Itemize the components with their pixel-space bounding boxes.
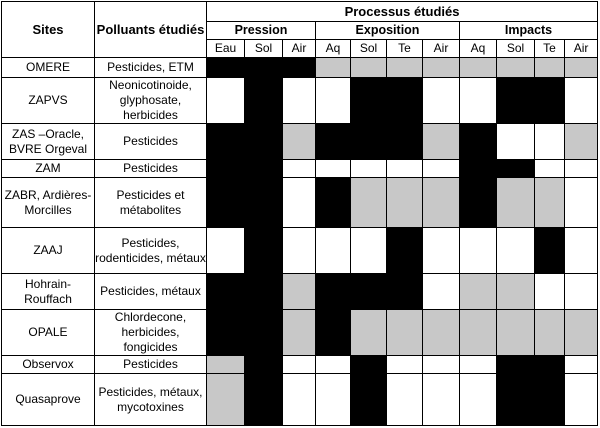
status-cell xyxy=(283,356,316,374)
status-cell xyxy=(497,124,535,160)
status-cell xyxy=(207,228,245,274)
table-row xyxy=(2,58,598,78)
status-cell xyxy=(387,310,423,356)
polluants-cell: Pesticides xyxy=(95,356,207,374)
status-cell xyxy=(387,160,423,178)
status-cell xyxy=(351,374,387,426)
status-cell xyxy=(423,310,460,356)
status-cell xyxy=(245,310,283,356)
status-cell xyxy=(565,160,598,178)
status-cell xyxy=(351,356,387,374)
status-cell xyxy=(316,160,351,178)
table-row xyxy=(2,356,598,374)
col-label: Air xyxy=(565,40,598,58)
status-cell xyxy=(497,58,535,78)
header-sites: Sites xyxy=(2,2,95,58)
status-cell xyxy=(283,78,316,124)
status-cell xyxy=(535,356,565,374)
site-cell: ZAS –Oracle, BVRE Orgeval xyxy=(2,124,95,160)
polluants-cell: Pesticides, métaux xyxy=(95,274,207,310)
status-cell xyxy=(535,58,565,78)
status-cell xyxy=(387,356,423,374)
status-cell xyxy=(245,58,283,78)
status-cell xyxy=(387,274,423,310)
status-cell xyxy=(245,160,283,178)
status-cell xyxy=(351,124,387,160)
status-cell xyxy=(565,274,598,310)
polluants-cell: Pesticides et métabolites xyxy=(95,178,207,228)
status-cell xyxy=(565,356,598,374)
polluants-cell: Pesticides xyxy=(95,124,207,160)
table-row xyxy=(2,124,598,160)
col-label: Eau xyxy=(207,40,245,58)
site-cell: OPALE xyxy=(2,310,95,356)
table-row xyxy=(2,274,598,310)
status-cell xyxy=(245,78,283,124)
status-cell xyxy=(535,78,565,124)
status-cell xyxy=(535,178,565,228)
status-cell xyxy=(460,374,497,426)
status-cell xyxy=(565,178,598,228)
polluants-cell: Pesticides, rodenticides, métaux xyxy=(95,228,207,274)
status-cell xyxy=(316,178,351,228)
status-cell xyxy=(565,310,598,356)
status-cell xyxy=(460,78,497,124)
status-cell xyxy=(423,124,460,160)
status-cell xyxy=(460,274,497,310)
status-cell xyxy=(316,274,351,310)
col-label: Te xyxy=(387,40,423,58)
status-cell xyxy=(316,78,351,124)
table-row xyxy=(2,78,598,124)
status-cell xyxy=(460,356,497,374)
status-cell xyxy=(316,228,351,274)
status-cell xyxy=(283,274,316,310)
status-cell xyxy=(245,124,283,160)
status-cell xyxy=(497,160,535,178)
status-cell xyxy=(565,374,598,426)
polluants-cell: Pesticides, métaux, mycotoxines xyxy=(95,374,207,426)
site-cell: OMERE xyxy=(2,58,95,78)
status-cell xyxy=(497,374,535,426)
col-label: Sol xyxy=(245,40,283,58)
status-cell xyxy=(497,356,535,374)
status-cell xyxy=(316,58,351,78)
status-cell xyxy=(283,178,316,228)
status-cell xyxy=(316,374,351,426)
site-cell: Hohrain-Rouffach xyxy=(2,274,95,310)
status-cell xyxy=(423,356,460,374)
status-cell xyxy=(423,274,460,310)
status-cell xyxy=(387,124,423,160)
status-cell xyxy=(497,310,535,356)
status-cell xyxy=(387,78,423,124)
status-cell xyxy=(497,228,535,274)
status-cell xyxy=(460,310,497,356)
site-cell: ZABR, Ardières-Morcilles xyxy=(2,178,95,228)
status-cell xyxy=(351,78,387,124)
site-cell: Quasaprove xyxy=(2,374,95,426)
header-pression: Pression xyxy=(207,22,316,40)
site-cell: ZAPVS xyxy=(2,78,95,124)
col-label: Sol xyxy=(351,40,387,58)
status-cell xyxy=(207,356,245,374)
status-cell xyxy=(497,178,535,228)
col-label: Sol xyxy=(497,40,535,58)
status-cell xyxy=(565,124,598,160)
status-cell xyxy=(207,374,245,426)
status-cell xyxy=(535,274,565,310)
status-cell xyxy=(423,374,460,426)
col-label: Aq xyxy=(316,40,351,58)
status-cell xyxy=(245,374,283,426)
status-cell xyxy=(351,228,387,274)
polluants-cell: Pesticides, ETM xyxy=(95,58,207,78)
status-cell xyxy=(351,178,387,228)
status-cell xyxy=(283,228,316,274)
status-cell xyxy=(351,58,387,78)
status-cell xyxy=(245,228,283,274)
status-cell xyxy=(535,374,565,426)
header-impacts: Impacts xyxy=(460,22,598,40)
status-cell xyxy=(351,310,387,356)
status-cell xyxy=(207,78,245,124)
table-body xyxy=(2,58,598,426)
status-cell xyxy=(460,178,497,228)
table-row xyxy=(2,374,598,426)
status-cell xyxy=(283,124,316,160)
status-cell xyxy=(387,228,423,274)
site-cell: Observox xyxy=(2,356,95,374)
status-cell xyxy=(535,228,565,274)
status-cell xyxy=(423,228,460,274)
status-cell xyxy=(497,78,535,124)
col-label: Aq xyxy=(460,40,497,58)
status-cell xyxy=(387,58,423,78)
status-cell xyxy=(423,178,460,228)
table-row xyxy=(2,310,598,356)
status-cell xyxy=(535,310,565,356)
status-cell xyxy=(207,58,245,78)
status-cell xyxy=(207,274,245,310)
status-cell xyxy=(460,58,497,78)
table-row xyxy=(2,228,598,274)
polluants-cell: Neonicotinoide, glyphosate, herbicides xyxy=(95,78,207,124)
status-cell xyxy=(283,310,316,356)
status-cell xyxy=(565,58,598,78)
status-cell xyxy=(245,274,283,310)
status-cell xyxy=(283,160,316,178)
status-cell xyxy=(207,124,245,160)
polluants-cell: Pesticides xyxy=(95,160,207,178)
site-cell: ZAAJ xyxy=(2,228,95,274)
status-cell xyxy=(565,228,598,274)
status-cell xyxy=(387,178,423,228)
status-cell xyxy=(283,58,316,78)
status-cell xyxy=(351,274,387,310)
table-row xyxy=(2,160,598,178)
status-cell xyxy=(387,374,423,426)
status-cell xyxy=(316,356,351,374)
status-cell xyxy=(535,124,565,160)
status-cell xyxy=(351,160,387,178)
polluants-cell: Chlordecone, herbicides, fongicides xyxy=(95,310,207,356)
col-label: Te xyxy=(535,40,565,58)
table-row xyxy=(2,178,598,228)
status-cell xyxy=(423,58,460,78)
col-label: Air xyxy=(283,40,316,58)
status-cell xyxy=(316,310,351,356)
status-cell xyxy=(460,228,497,274)
status-cell xyxy=(207,178,245,228)
status-cell xyxy=(423,160,460,178)
status-cell xyxy=(423,78,460,124)
header-processus: Processus étudiés xyxy=(207,2,598,22)
site-cell: ZAM xyxy=(2,160,95,178)
status-cell xyxy=(245,356,283,374)
header-exposition: Exposition xyxy=(316,22,460,40)
status-cell xyxy=(316,124,351,160)
status-cell xyxy=(460,160,497,178)
status-cell xyxy=(207,310,245,356)
process-table xyxy=(1,1,598,426)
status-cell xyxy=(207,160,245,178)
status-cell xyxy=(565,78,598,124)
status-cell xyxy=(497,274,535,310)
status-cell xyxy=(460,124,497,160)
header-polluants: Polluants étudiés xyxy=(95,2,207,58)
status-cell xyxy=(283,374,316,426)
status-cell xyxy=(245,178,283,228)
status-cell xyxy=(535,160,565,178)
col-label: Air xyxy=(423,40,460,58)
